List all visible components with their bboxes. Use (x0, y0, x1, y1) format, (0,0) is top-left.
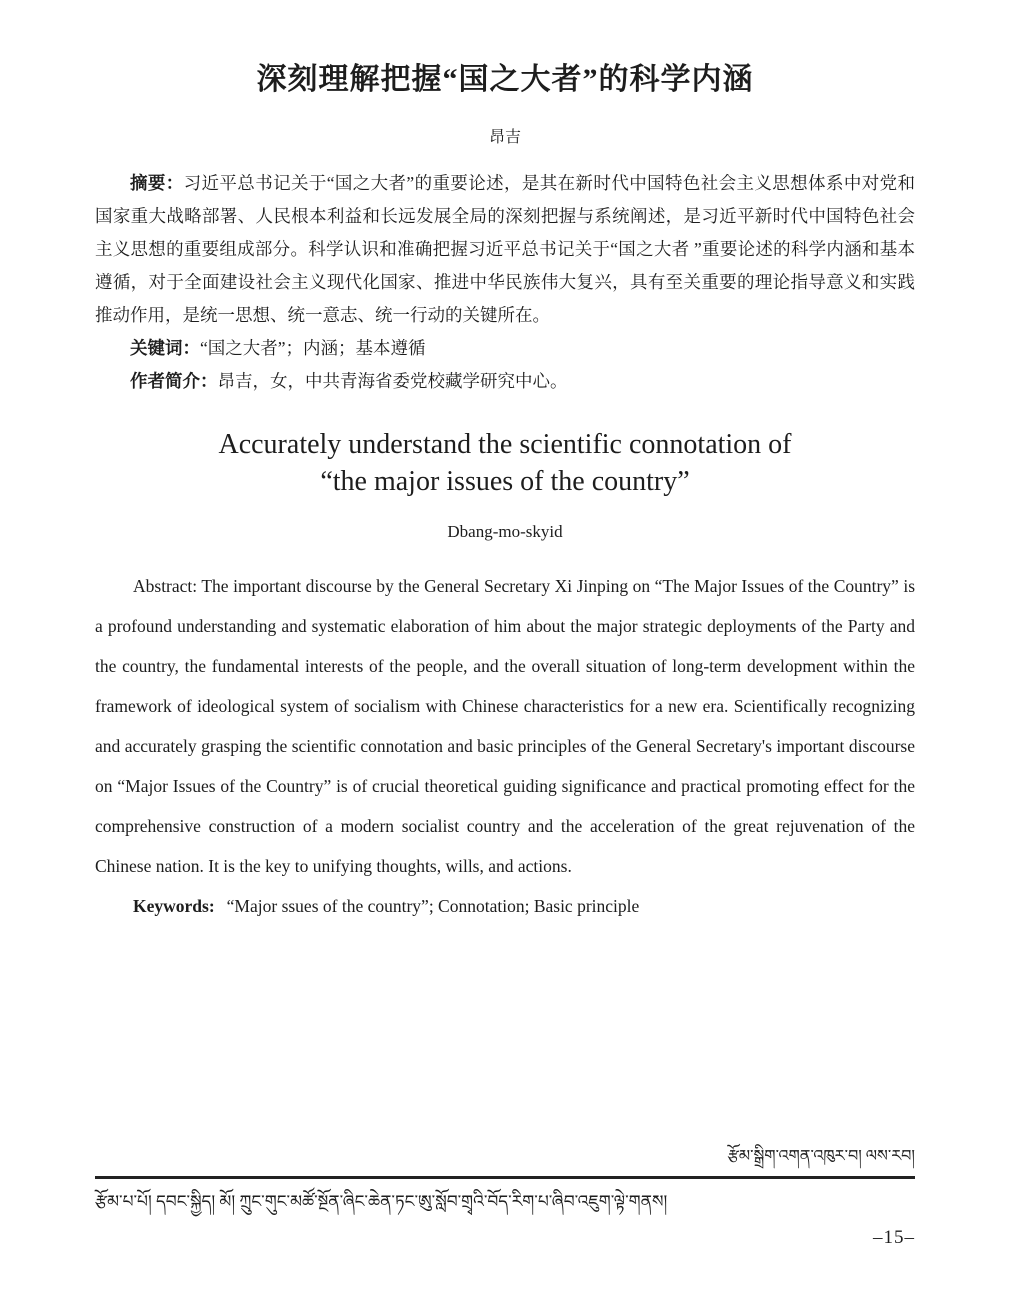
english-title-line-2: “the major issues of the country” (320, 466, 690, 497)
chinese-bio-label: 作者简介： (130, 371, 218, 391)
chinese-abstract-text: 习近平总书记关于“国之大者”的重要论述，是其在新时代中国特色社会主义思想体系中对党和国家重大战略部署、人民根本利益和长远发展全局的深刻把握与系统阐述，是习近平新时代中国特色社会主义思想的重要组成部分。科学认识和准确把握习近平总书记关于“国之大者 ”重要论述的科学内涵和基本遵循，对于全面建设社会主义现代化国家、推进中华民族伟大复兴，具有至关重要的理论指导意义和实践推动作用，是统一思想、统一意志、统一行动的关键所在。 (95, 173, 915, 325)
footer-divider-rule (95, 1176, 915, 1179)
chinese-keywords-text: “国之大者”；内涵；基本遵循 (200, 338, 426, 358)
chinese-keywords-line (95, 332, 915, 365)
english-author-name: Dbang-mo-skyid (447, 522, 563, 541)
chinese-keywords-label: 关键词： (130, 338, 200, 358)
english-keywords-text: “Major ssues of the country”; Connotation; Basic principle (226, 896, 640, 916)
chinese-author-name: 昂吉 (488, 129, 521, 146)
chinese-title: 深刻理解把握“国之大者”的科学内涵 (256, 63, 754, 96)
english-abstract-paragraph (95, 566, 915, 886)
english-keywords-line (95, 886, 915, 926)
english-keywords-label: Keywords: (133, 896, 215, 916)
chinese-abstract-paragraph (95, 167, 915, 332)
chinese-abstract-label: 摘要： (130, 173, 184, 193)
chinese-bio-text: 昂吉，女，中共青海省委党校藏学研究中心。 (217, 371, 568, 391)
english-title-line-1: Accurately understand the scientific connotation of (218, 429, 792, 460)
chinese-author-bio-line (95, 365, 915, 398)
english-abstract-text: The important discourse by the General Secretary Xi Jinping on “The Major Issues of the Country” is a profound understanding and systematic elaboration of him about the major strategic deployments of the Party and the country, the fundamental interests of the people, and the overall situation of long-term development within the framework of ideological system of socialism with Chinese characteristics for a new era. Scientifically recognizing and accurately grasping the scientific connotation and basic principles of the General Secretary's important discourse on “Major Issues of the Country” is of crucial theoretical guiding significance and practical promoting effect for the comprehensive construction of a modern socialist country and the acceleration of the great rejuvenation of the Chinese nation. It is the key to unifying thoughts, wills, and actions. (95, 576, 916, 876)
tibetan-editor-line: རྩོམ་སྒྲིག་འགན་འཁུར་བ། ལས་རབ། (727, 1148, 915, 1165)
english-title (95, 426, 915, 500)
page-number: –15– (873, 1227, 915, 1248)
english-abstract-label: Abstract: (133, 576, 198, 596)
tibetan-author-line: རྩོམ་པ་པོ། དབང་སྐྱིད། མོ། ཀྲུང་གུང་མཚོ་སྔོན་ཞིང་ཆེན་ཏང་ཨུ་སློབ་གྲྭའི་བོད་རིག་པ་ཞིབ་འཇུག་ལྟེ་གནས། (95, 1192, 668, 1211)
footer-block (95, 1142, 915, 1249)
